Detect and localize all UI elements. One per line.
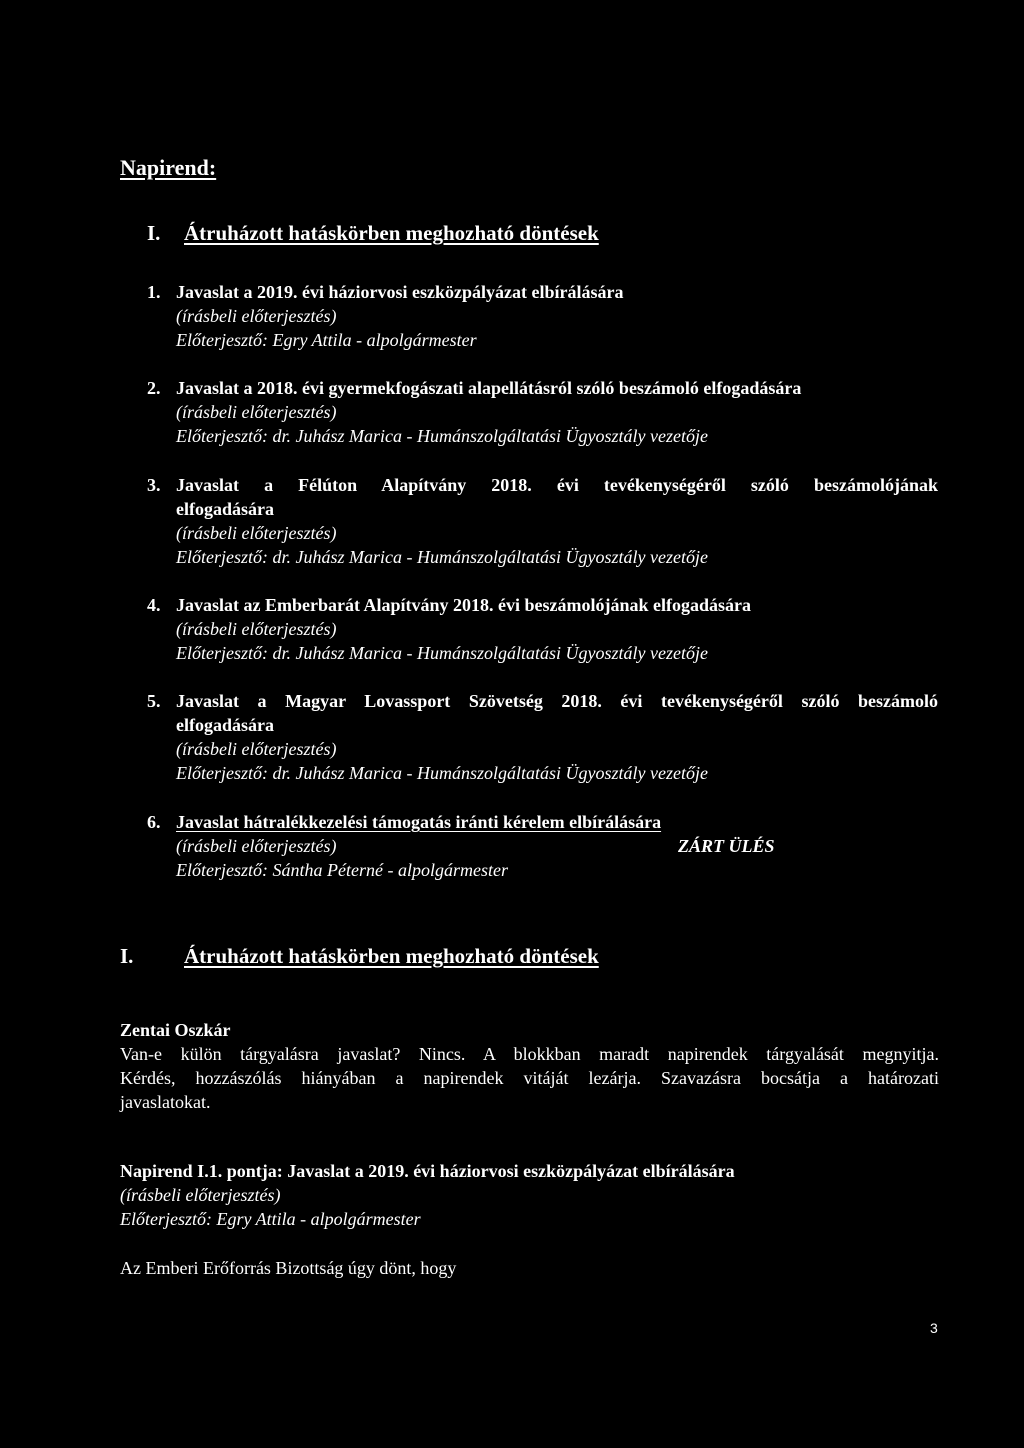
agenda-heading: Napirend: xyxy=(120,155,217,180)
item-title: Javaslat a 2019. évi háziorvosi eszközpályázat elbírálására xyxy=(176,282,624,302)
item-note: (írásbeli előterjesztés) xyxy=(176,306,337,326)
item-presenter: Előterjesztő: dr. Juhász Marica - Humánszolgáltatási Ügyosztály vezetője xyxy=(176,547,708,567)
item-title: Javaslat hátralékkezelési támogatás iránti kérelem elbírálására xyxy=(176,812,662,832)
item-presenter: Előterjesztő: Sántha Péterné - alpolgármester xyxy=(176,860,508,880)
item-number: 2. xyxy=(147,378,161,398)
agenda-point-presenter: Előterjesztő: Egry Attila - alpolgármester xyxy=(120,1209,421,1229)
section-number: I. xyxy=(120,944,134,968)
decision-text: Az Emberi Erőforrás Bizottság úgy dönt, hogy xyxy=(120,1258,457,1278)
item-presenter: Előterjesztő: dr. Juhász Marica - Humánszolgáltatási Ügyosztály vezetője xyxy=(176,643,708,663)
item-title: Javaslat a 2018. évi gyermekfogászati alapellátásról szóló beszámoló elfogadására xyxy=(176,378,802,398)
section-title: Átruházott hatáskörben meghozható döntések xyxy=(184,221,599,245)
item-title-continued: elfogadására xyxy=(176,715,274,735)
agenda-point-note: (írásbeli előterjesztés) xyxy=(120,1185,281,1205)
closed-session-label: ZÁRT ÜLÉS xyxy=(678,836,775,856)
page-number: 3 xyxy=(930,1320,938,1336)
item-number: 6. xyxy=(147,812,161,832)
agenda-point-title: Napirend I.1. pontja: Javaslat a 2019. évi háziorvosi eszközpályázat elbírálására xyxy=(120,1161,735,1181)
section-title: Átruházott hatáskörben meghozható döntések xyxy=(184,944,599,968)
item-title-continued: elfogadására xyxy=(176,499,274,519)
item-note: (írásbeli előterjesztés) xyxy=(176,523,337,543)
section-number: I. xyxy=(147,221,161,245)
item-title: Javaslat a Félúton Alapítvány 2018. évi tevékenységéről szóló beszámolójának xyxy=(176,475,938,495)
item-number: 3. xyxy=(147,475,161,495)
item-title: Javaslat az Emberbarát Alapítvány 2018. évi beszámolójának elfogadására xyxy=(176,595,751,615)
item-note: (írásbeli előterjesztés) xyxy=(176,619,337,639)
speech-line: Van-e külön tárgyalásra javaslat? Nincs. A blokkban maradt napirendek tárgyalását megnyitja. xyxy=(120,1044,939,1064)
item-number: 1. xyxy=(147,282,161,302)
item-number: 5. xyxy=(147,691,161,711)
item-presenter: Előterjesztő: dr. Juhász Marica - Humánszolgáltatási Ügyosztály vezetője xyxy=(176,763,708,783)
item-title: Javaslat a Magyar Lovassport Szövetség 2018. évi tevékenységéről szóló beszámoló xyxy=(176,691,938,711)
item-presenter: Előterjesztő: Egry Attila - alpolgármester xyxy=(176,330,477,350)
item-number: 4. xyxy=(147,595,161,615)
speech-line: Kérdés, hozzászólás hiányában a napirendek vitáját lezárja. Szavazásra bocsátja a határozati xyxy=(120,1068,939,1088)
item-note: (írásbeli előterjesztés) xyxy=(176,402,337,422)
item-note: (írásbeli előterjesztés) xyxy=(176,739,337,759)
item-note: (írásbeli előterjesztés) xyxy=(176,836,337,856)
item-presenter: Előterjesztő: dr. Juhász Marica - Humánszolgáltatási Ügyosztály vezetője xyxy=(176,426,708,446)
speech-line: javaslatokat. xyxy=(120,1092,211,1112)
speaker-name: Zentai Oszkár xyxy=(120,1020,231,1040)
